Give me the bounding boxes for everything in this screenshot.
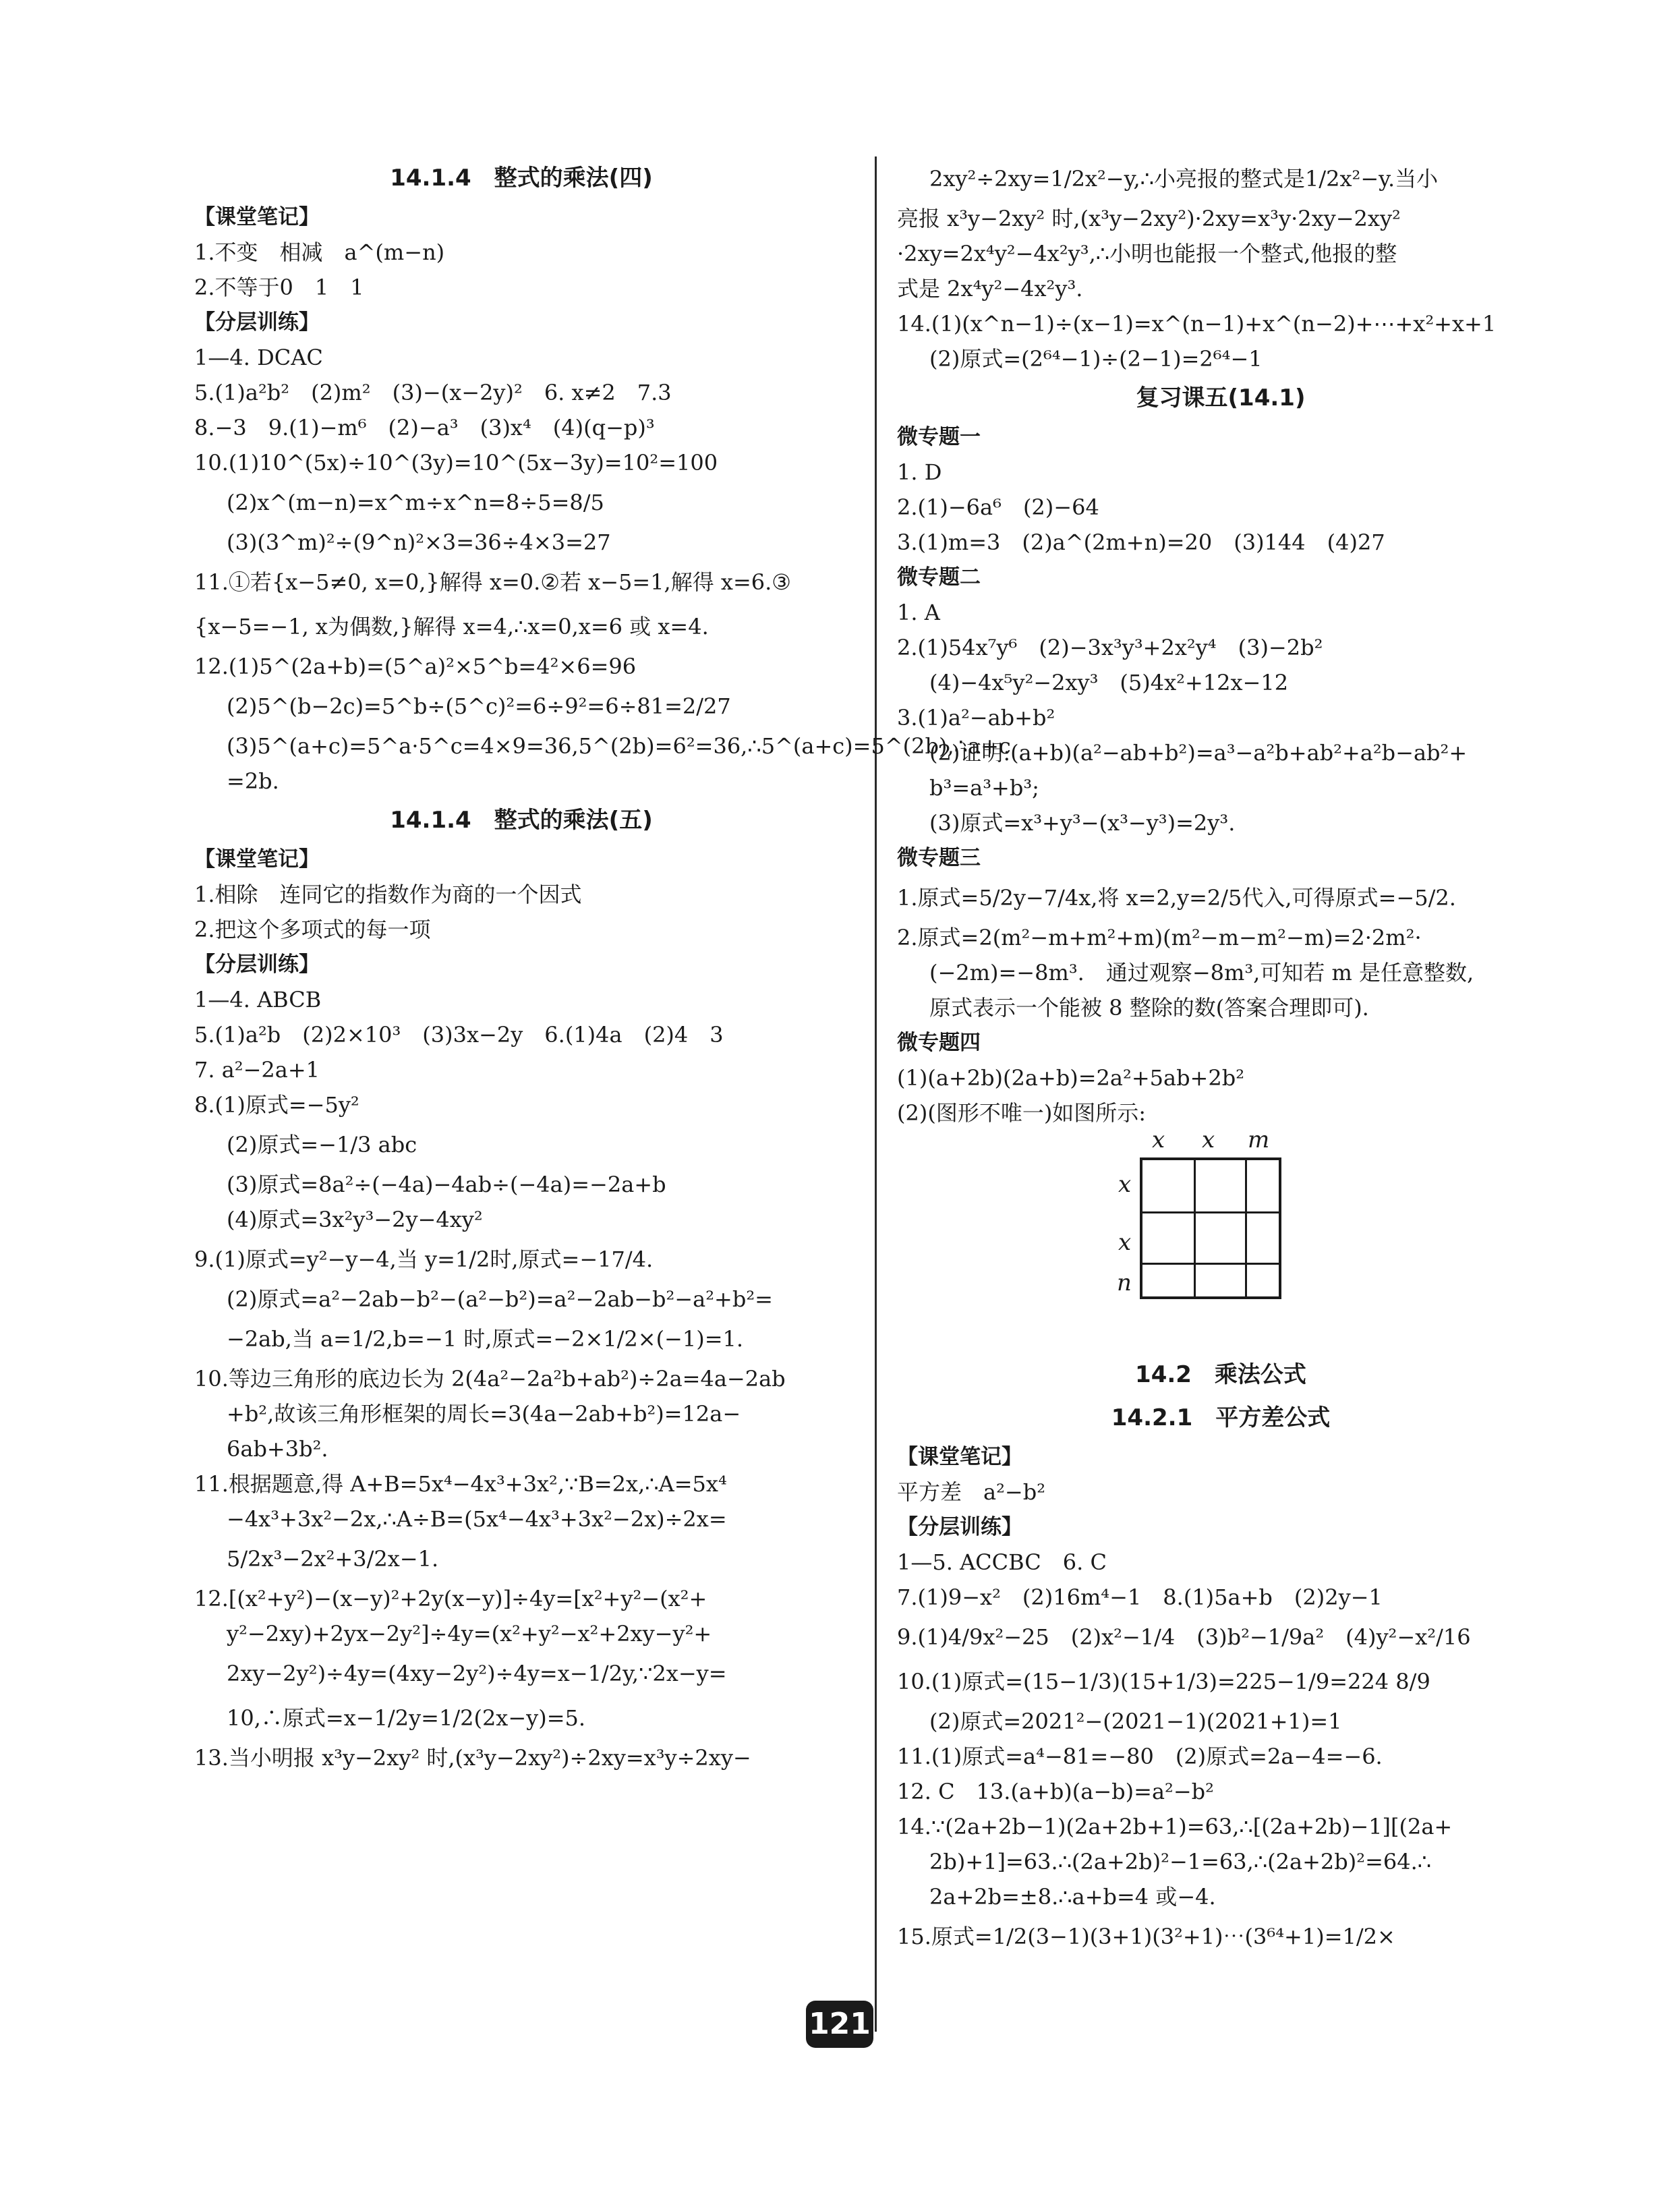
- figure-grid: [1140, 1157, 1281, 1299]
- answer-line: 12.(1)5^(2a+b)=(5^a)²×5^b=4²×6=96: [194, 654, 637, 679]
- answer-line: 12. C 13.(a+b)(a−b)=a²−b²: [897, 1779, 1214, 1804]
- section-title: 复习课五(14.1): [1136, 384, 1306, 411]
- answer-line: 1—4. DCAC: [194, 345, 323, 370]
- answer-line: 1—4. ABCB: [194, 987, 322, 1012]
- note-heading: 【课堂笔记】: [194, 205, 320, 229]
- figure-side-label: x: [1118, 1229, 1132, 1256]
- answer-line: (2)证明:(a+b)(a²−ab+b²)=a³−a²b+ab²+a²b−ab²+: [929, 740, 1468, 766]
- answer-line: +b²,故该三角形框架的周长=3(4a−2ab+b²)=12a−: [227, 1401, 741, 1427]
- answer-line: 10.等边三角形的底边长为 2(4a²−2a²b+ab²)÷2a=4a−2ab: [194, 1366, 786, 1392]
- answer-line: 11.根据题意,得 A+B=5x⁴−4x³+3x²,∵B=2x,∴A=5x⁴: [194, 1471, 727, 1497]
- answer-line: 11.(1)原式=a⁴−81=−80 (2)原式=2a−4=−6.: [897, 1744, 1383, 1769]
- answer-line: 6ab+3b².: [227, 1436, 328, 1462]
- answer-line: 2.不等于0 1 1: [194, 275, 364, 300]
- answer-line: (3)原式=x³+y³−(x³−y³)=2y³.: [929, 810, 1236, 836]
- answer-line: 11.①若{x−5≠0, x=0,}解得 x=0.②若 x−5=1,解得 x=6.③: [194, 569, 791, 595]
- topic-heading: 微专题二: [897, 565, 981, 590]
- answer-line: 原式表示一个能被 8 整除的数(答案合理即可).: [929, 995, 1369, 1021]
- answer-line: 2.把这个多项式的每一项: [194, 917, 431, 942]
- answer-line: 1—5. ACCBC 6. C: [897, 1549, 1107, 1575]
- answer-line: (4)−4x⁵y²−2xy³ (5)4x²+12x−12: [929, 670, 1289, 695]
- answer-line: (3)(3^m)²÷(9^n)²×3=36÷4×3=27: [227, 530, 611, 555]
- section-title: 14.2 乘法公式: [1135, 1361, 1306, 1388]
- answer-line: 2.(1)−6a⁶ (2)−64: [897, 494, 1099, 520]
- answer-line: 平方差 a²−b²: [897, 1479, 1046, 1505]
- right-column: [897, 156, 1544, 1959]
- topic-heading: 微专题一: [897, 425, 981, 449]
- answer-line: 10.(1)10^(5x)÷10^(3y)=10^(5x−3y)=10²=100: [194, 450, 718, 476]
- note-heading: 【课堂笔记】: [897, 1445, 1022, 1469]
- answer-line: 式是 2x⁴y²−4x²y³.: [897, 276, 1083, 302]
- answer-line: −2ab,当 a=1/2,b=−1 时,原式=−2×1/2×(−1)=1.: [227, 1326, 744, 1352]
- answer-line: 亮报 x³y−2xy² 时,(x³y−2xy²)·2xy=x³y·2xy−2xy²: [897, 206, 1401, 231]
- page-number: 121: [806, 2001, 873, 2048]
- grid-line: [1142, 1211, 1279, 1213]
- area-model-figure: [1113, 1126, 1544, 1353]
- answer-line: 12.[(x²+y²)−(x−y)²+2y(x−y)]÷4y=[x²+y²−(x²+: [194, 1586, 707, 1611]
- answer-line: 8.−3 9.(1)−m⁶ (2)−a³ (3)x⁴ (4)(q−p)³: [194, 415, 655, 440]
- answer-line: (2)x^(m−n)=x^m÷x^n=8÷5=8/5: [227, 490, 604, 515]
- topic-heading: 微专题四: [897, 1031, 981, 1055]
- answer-line: (2)(图形不唯一)如图所示:: [897, 1100, 1147, 1126]
- answer-line: (2)原式=2021²−(2021−1)(2021+1)=1: [929, 1709, 1342, 1734]
- answer-line: 2xy−2y²)÷4y=(4xy−2y²)÷4y=x−1/2y,∵2x−y=: [227, 1661, 727, 1686]
- answer-line: 14.∵(2a+2b−1)(2a+2b+1)=63,∴[(2a+2b)−1][(2a+: [897, 1814, 1453, 1839]
- answer-line: (2)5^(b−2c)=5^b÷(5^c)²=6÷9²=6÷81=2/27: [227, 693, 731, 719]
- grid-line: [1245, 1160, 1247, 1296]
- answer-line: b³=a³+b³;: [929, 775, 1039, 801]
- grid-line: [1142, 1263, 1279, 1265]
- note-heading: 【课堂笔记】: [194, 847, 320, 871]
- answer-line: 5.(1)a²b² (2)m² (3)−(x−2y)² 6. x≠2 7.3: [194, 380, 672, 405]
- column-divider: [875, 156, 877, 2032]
- figure-side-label: x: [1118, 1171, 1132, 1198]
- answer-line: 5/2x³−2x²+3/2x−1.: [227, 1546, 439, 1572]
- answer-line: =2b.: [227, 768, 279, 794]
- answer-line: 1.相除 连同它的指数作为商的一个因式: [194, 882, 582, 907]
- training-heading: 【分层训练】: [897, 1515, 1022, 1539]
- figure-side-label: n: [1117, 1269, 1132, 1296]
- figure-top-label: x: [1152, 1126, 1165, 1153]
- answer-line: y²−2xy)+2yx−2y²]÷4y=(x²+y²−x²+2xy−y²+: [227, 1621, 712, 1647]
- answer-line: (3)原式=8a²÷(−4a)−4ab÷(−4a)=−2a+b: [227, 1172, 666, 1197]
- answer-line: 2.(1)54x⁷y⁶ (2)−3x³y³+2x²y⁴ (3)−2b²: [897, 635, 1323, 660]
- answer-line: 8.(1)原式=−5y²: [194, 1092, 359, 1118]
- training-heading: 【分层训练】: [194, 310, 320, 335]
- section-title: 14.1.4 整式的乘法(五): [390, 807, 653, 834]
- answer-line: (3)5^(a+c)=5^a·5^c=4×9=36,5^(2b)=6²=36,∴5^(a+c)=5^(2b),∴a+c: [227, 733, 1011, 759]
- answer-line: (1)(a+2b)(2a+b)=2a²+5ab+2b²: [897, 1065, 1245, 1091]
- grid-line: [1194, 1160, 1196, 1296]
- answer-line: {x−5=−1, x为偶数,}解得 x=4,∴x=0,x=6 或 x=4.: [194, 614, 709, 639]
- section-subtitle: 14.2.1 平方差公式: [1111, 1404, 1331, 1431]
- section-title: 14.1.4 整式的乘法(四): [390, 165, 653, 192]
- answer-line: 2b)+1]=63.∴(2a+2b)²−1=63,∴(2a+2b)²=64.∴: [929, 1849, 1432, 1875]
- topic-heading: 微专题三: [897, 846, 981, 870]
- answer-line: ·2xy=2x⁴y²−4x²y³,∴小明也能报一个整式,他报的整: [897, 241, 1397, 266]
- figure-top-label: x: [1202, 1126, 1215, 1153]
- answer-line: 3.(1)m=3 (2)a^(2m+n)=20 (3)144 (4)27: [897, 530, 1385, 555]
- answer-line: 13.当小明报 x³y−2xy² 时,(x³y−2xy²)÷2xy=x³y÷2xy−: [194, 1745, 751, 1771]
- answer-line: (2)原式=a²−2ab−b²−(a²−b²)=a²−2ab−b²−a²+b²=: [227, 1286, 773, 1312]
- answer-line: (2)原式=(2⁶⁴−1)÷(2−1)=2⁶⁴−1: [929, 346, 1263, 372]
- answer-line: 9.(1)原式=y²−y−4,当 y=1/2时,原式=−17/4.: [194, 1247, 654, 1272]
- answer-line: 7.(1)9−x² (2)16m⁴−1 8.(1)5a+b (2)2y−1: [897, 1584, 1383, 1610]
- training-heading: 【分层训练】: [194, 952, 320, 977]
- answer-line: 2xy²÷2xy=1/2x²−y,∴小亮报的整式是1/2x²−y.当小: [929, 166, 1439, 192]
- answer-line: 1.原式=5/2y−7/4x,将 x=2,y=2/5代入,可得原式=−5/2.: [897, 885, 1456, 911]
- answer-line: (4)原式=3x²y³−2y−4xy²: [227, 1207, 483, 1232]
- answer-line: 15.原式=1/2(3−1)(3+1)(3²+1)⋯(3⁶⁴+1)=1/2×: [897, 1924, 1395, 1949]
- answer-line: 1.不变 相减 a^(m−n): [194, 239, 445, 265]
- answer-line: 9.(1)4/9x²−25 (2)x²−1/4 (3)b²−1/9a² (4)y²−x²/16: [897, 1624, 1471, 1650]
- answer-line: −4x³+3x²−2x,∴A÷B=(5x⁴−4x³+3x²−2x)÷2x=: [227, 1506, 727, 1532]
- figure-top-label: m: [1248, 1126, 1270, 1153]
- answer-line: 2a+2b=±8.∴a+b=4 或−4.: [929, 1884, 1216, 1910]
- answer-line: 5.(1)a²b (2)2×10³ (3)3x−2y 6.(1)4a (2)4 3: [194, 1022, 724, 1048]
- answer-line: 1. A: [897, 600, 940, 625]
- answer-line: 14.(1)(x^n−1)÷(x−1)=x^(n−1)+x^(n−2)+⋯+x²+x+1: [897, 311, 1497, 337]
- answer-line: (2)原式=−1/3 abc: [227, 1132, 417, 1157]
- answer-line: (−2m)=−8m³. 通过观察−8m³,可知若 m 是任意整数,: [929, 960, 1474, 985]
- answer-line: 7. a²−2a+1: [194, 1057, 320, 1083]
- answer-line: 1. D: [897, 459, 942, 485]
- answer-line: 2.原式=2(m²−m+m²+m)(m²−m−m²−m)=2·2m²·: [897, 925, 1422, 950]
- answer-line: 10,∴原式=x−1/2y=1/2(2x−y)=5.: [227, 1705, 586, 1731]
- answer-line: 3.(1)a²−ab+b²: [897, 705, 1055, 731]
- answer-line: 10.(1)原式=(15−1/3)(15+1/3)=225−1/9=224 8/9: [897, 1669, 1430, 1694]
